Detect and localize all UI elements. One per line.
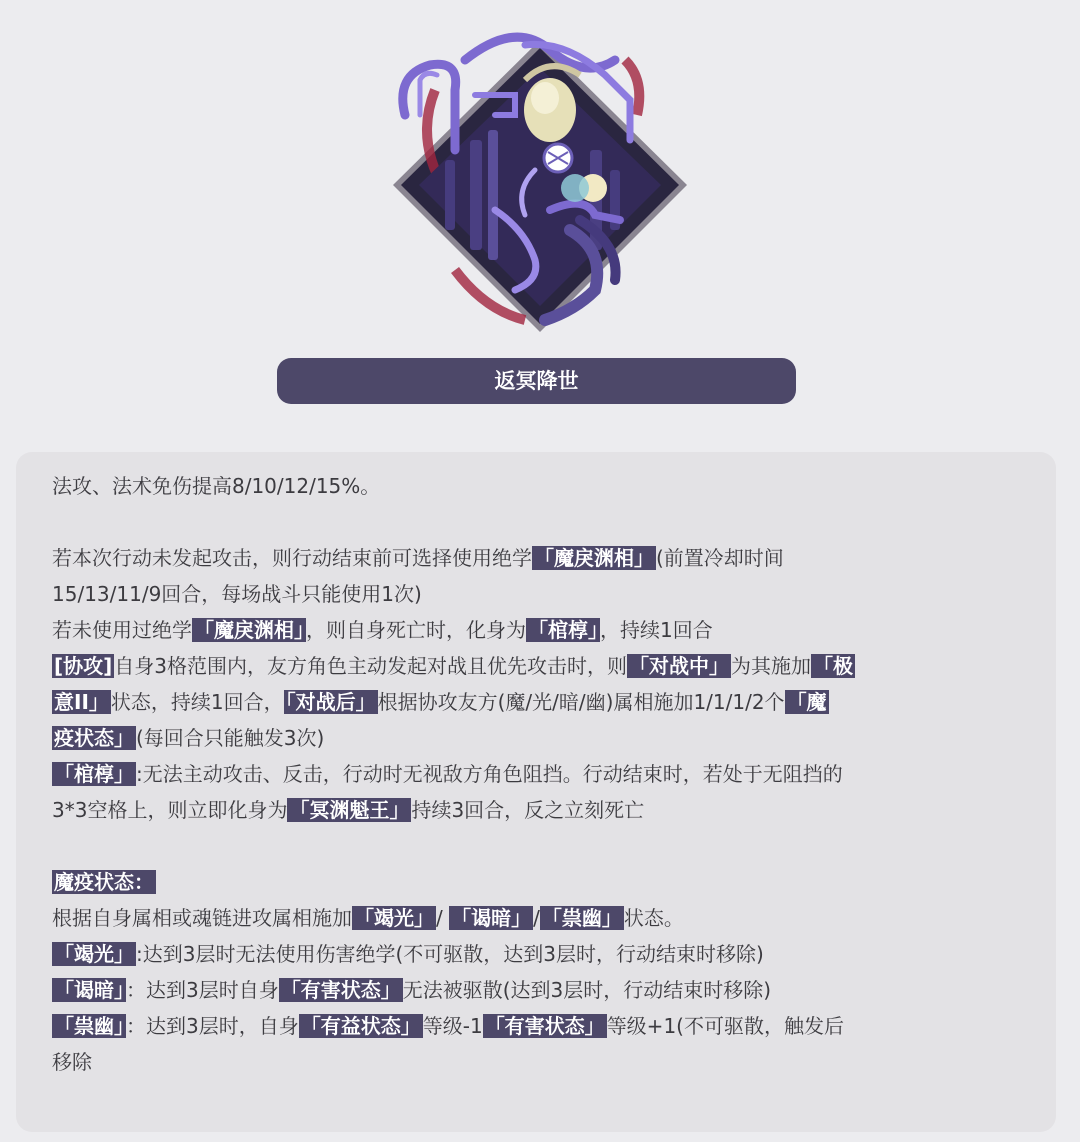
keyword-tag: 「棺椁」	[528, 618, 598, 642]
desc-text: 持续3回合，反之立刻死亡	[411, 798, 645, 822]
keyword-tag: 「对战后」	[285, 690, 376, 714]
desc-text: 若未使用过绝学	[52, 618, 192, 642]
keyword-tag: 「魔戾渊相」	[534, 546, 654, 570]
desc-text: 等级+1(不可驱散，触发后	[606, 1014, 844, 1038]
skill-title: 返冥降世	[277, 358, 796, 404]
spacer	[52, 504, 1022, 540]
keyword-tag: 「棺椁」	[54, 762, 134, 786]
desc-text: (前置冷却时间	[656, 546, 784, 570]
keyword-tag: 意II」	[54, 690, 109, 714]
desc-text: (每回合只能触发3次)	[136, 726, 325, 750]
desc-text: 无法被驱散(达到3层时，行动结束时移除)	[402, 978, 772, 1002]
desc-line	[52, 684, 1022, 720]
desc-line	[52, 900, 1022, 936]
skill-emblem-icon	[375, 20, 705, 340]
desc-line	[52, 864, 1022, 900]
desc-line	[52, 576, 1022, 612]
desc-line	[52, 756, 1022, 792]
keyword-tag: 疫状态」	[54, 726, 134, 750]
desc-text: ：达到3层时自身	[126, 978, 279, 1002]
desc-line	[52, 1044, 1022, 1080]
desc-text: 根据自身属相或魂链进攻属相施加	[52, 906, 352, 930]
section-heading: 魔疫状态：	[54, 870, 154, 894]
desc-text: /	[436, 906, 450, 930]
keyword-tag: 「对战中」	[629, 654, 730, 678]
keyword-tag: 「极	[813, 654, 854, 678]
desc-text: ，持续1回合	[600, 618, 713, 642]
desc-line	[52, 720, 1022, 756]
desc-line	[52, 612, 1022, 648]
desc-line	[52, 648, 1022, 684]
keyword-tag: 「谒暗」	[451, 906, 532, 930]
keyword-tag: 「有害状态」	[280, 978, 401, 1002]
emblem-art	[375, 20, 705, 340]
keyword-tag: 「有害状态」	[484, 1014, 605, 1038]
keyword-tag: [协攻]	[54, 654, 113, 678]
desc-line	[52, 792, 1022, 828]
desc-text: 等级-1	[422, 1014, 483, 1038]
desc-line	[52, 468, 1022, 504]
keyword-tag: 「有益状态」	[300, 1014, 421, 1038]
keyword-tag: 「祟幽」	[541, 906, 622, 930]
keyword-tag: 「魔戾渊相」	[194, 618, 304, 642]
keyword-tag: 「魔	[786, 690, 827, 714]
desc-text: 15/13/11/9回合，每场战斗只能使用1次)	[52, 582, 422, 606]
keyword-tag: 「竭光」	[54, 942, 134, 966]
keyword-tag: 「竭光」	[354, 906, 434, 930]
desc-text: 3*3空格上，则立即化身为	[52, 798, 288, 822]
desc-text: :达到3层时无法使用伤害绝学(不可驱散，达到3层时，行动结束时移除)	[136, 942, 764, 966]
desc-text: 为其施加	[731, 654, 812, 678]
desc-text: 根据协攻友方(魔/光/暗/幽)属相施加1/1/1/2个	[377, 690, 785, 714]
desc-line	[52, 936, 1022, 972]
desc-text: 法攻、法术免伤提高8/10/12/15%。	[52, 474, 381, 498]
keyword-tag: 「谒暗」	[54, 978, 124, 1002]
desc-line	[52, 972, 1022, 1008]
desc-text: 状态。	[623, 906, 684, 930]
desc-text: ，则自身死亡时，化身为	[306, 618, 526, 642]
desc-text: ：达到3层时，自身	[126, 1014, 299, 1038]
desc-text: 自身3格范围内，友方角色主动发起对战且优先攻击时，则	[114, 654, 628, 678]
spacer	[52, 828, 1022, 864]
keyword-tag: 「冥渊魁王」	[289, 798, 410, 822]
desc-text: :无法主动攻击、反击，行动时无视敌方角色阻挡。行动结束时，若处于无阻挡的	[136, 762, 843, 786]
keyword-tag: 「祟幽」	[54, 1014, 124, 1038]
desc-line	[52, 1008, 1022, 1044]
desc-text: 状态，持续1回合，	[110, 690, 284, 714]
desc-line	[52, 540, 1022, 576]
desc-text: /	[533, 906, 540, 930]
desc-text: 移除	[52, 1050, 92, 1074]
desc-text: 若本次行动未发起攻击，则行动结束前可选择使用绝学	[52, 546, 532, 570]
skill-description-panel	[16, 452, 1056, 1132]
